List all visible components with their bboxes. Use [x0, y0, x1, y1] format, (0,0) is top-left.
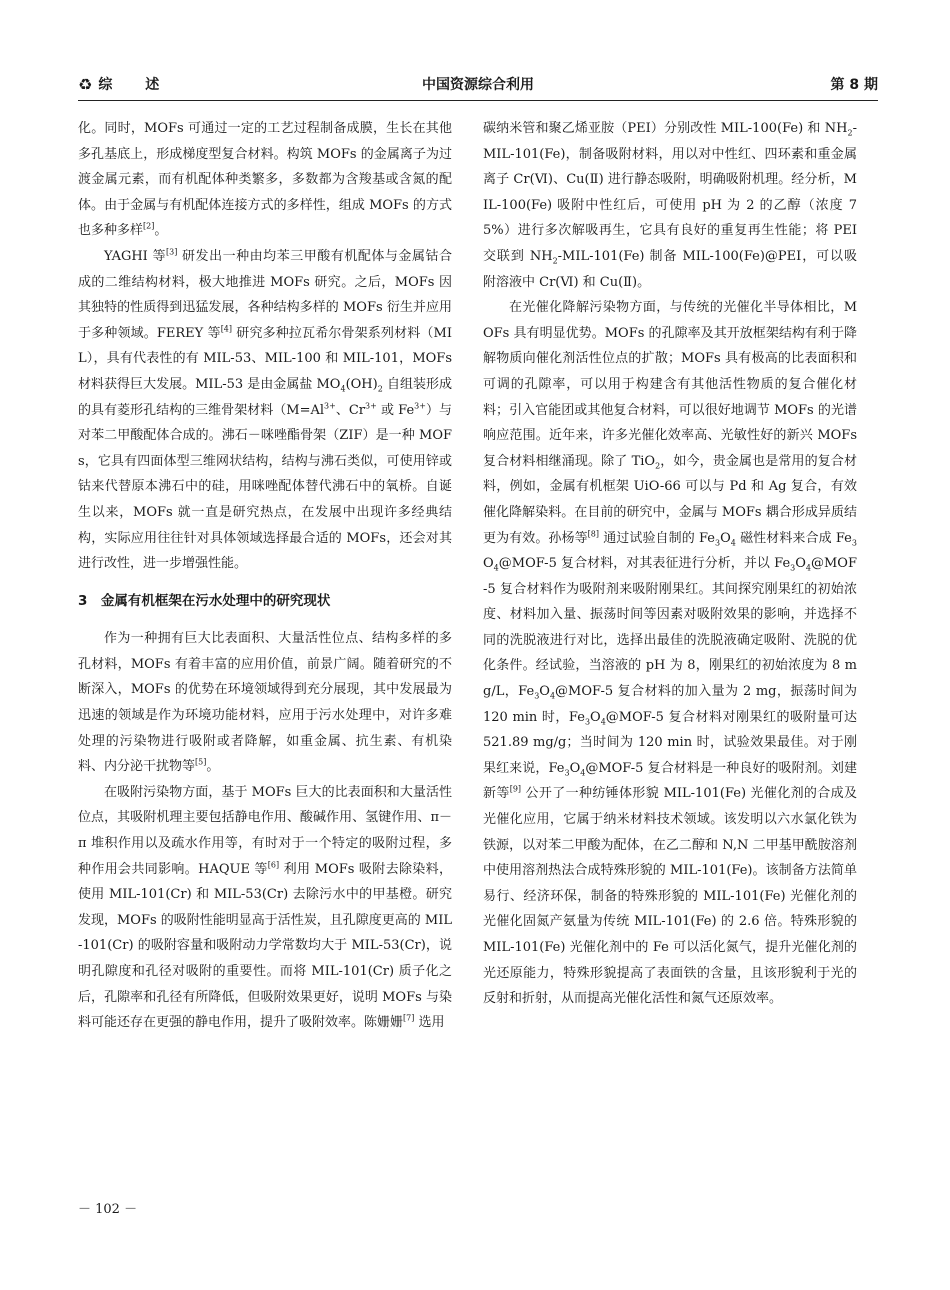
citation: [7] [403, 1013, 415, 1023]
running-header [78, 74, 878, 98]
citation: [9] [509, 785, 522, 795]
header-rule [78, 100, 878, 101]
paragraph: 碳纳米管和聚乙烯亚胺（PEI）分别改性 MIL-100(Fe) 和 $NH_2-MIL-101(Fe)$，制备吸附材料，用以对中性红、四环素和重金属离子 Cr(Ⅵ)、Cu(Ⅱ) 进行静态吸附，明确吸附机理。经分析，MIL-100(Fe) 吸附中性红后，可使用 pH 为 2 的乙醇（浓度 75%）进行多次解吸再生，它具有良好的重复再生性能；将 PEI 交联到 $NH_2-MIL-101(Fe)$ 制备 MIL-100(Fe)@PEI，可以吸附溶液中 Cr(Ⅵ) 和 Cu(Ⅱ)。 [483, 121, 857, 290]
issue-number: 第 8 期 [830, 77, 878, 93]
paragraph: 作为一种拥有巨大比表面积、大量活性位点、结构多样的多孔材料，MOFs 有着丰富的应用价值，前景广阔。随着研究的不断深入，MOFs 的优势在环境领域得到充分展现，其中发展最为迅速的领域是作为环境功能材料，应用于污水处理中，对许多难处理的污染物进行吸附或者降解，如重金属、抗生素、有机染料、内分泌干扰物等[5]。 [78, 631, 452, 775]
citation: [2] [143, 222, 155, 232]
journal-title: 中国资源综合利用 [422, 77, 534, 93]
recycle-icon: ♻ [78, 74, 93, 94]
citation: [6] [267, 860, 280, 870]
paragraph: 在吸附污染物方面，基于 MOFs 巨大的比表面积和大量活性位点，其吸附机理主要包括静电作用、酸碱作用、氢键作用、π－π 堆积作用以及疏水作用等，有时对于一个特定的吸附过程，多种作用会共同影响。HAQUE 等[6] 利用 MOFs 吸附去除染料，使用 MIL-101(Cr) 和 MIL-53(Cr) 去除污水中的甲基橙。研究发现，MOFs 的吸附性能明显高于活性炭，且孔隙度更高的 MIL-101(Cr) 的吸附容量和吸附动力学常数均大于 MIL-53(Cr)，说明孔隙度和孔径对吸附的重要性。而将 MIL-101(Cr) 质子化之后，孔隙率和孔径有所降低，但吸附效果更好，说明 MOFs 与染料可能还存在更强的静电作用，提升了吸附效率。陈姗姗[7] 选用 [78, 784, 453, 1031]
citation: [8] [587, 529, 599, 539]
section-name: 综 述 [98, 77, 174, 93]
citation: [3] [166, 247, 178, 257]
page-number: － 102 － [78, 1202, 138, 1217]
citation: [4] [220, 324, 233, 334]
citation: [5] [195, 757, 207, 767]
right-column [483, 116, 857, 1012]
paragraph: 在光催化降解污染物方面，与传统的光催化半导体相比，MOFs 具有明显优势。MOFs 的孔隙率及其开放框架结构有利于降解物质向催化剂活性位点的扩散；MOFs 具有极高的比表面积和可调的孔隙率，可以用于构建含有其他活性物质的复合催化材料；引入官能团或其他复合材料，可以很好地调节 MOFs 的光谱响应范围。近年来，许多光催化效率高、光敏性好的新兴 MOFs 复合材料相继涌现。除了 TiO$_2$，如今，贵金属也是常用的复合材料，例如，金属有机框架 UiO-66 可以与 Pd 和 Ag 复合，有效催化降解染料。在目前的研究中，金属与 MOFs 耦合形成异质结更为有效。孙杨等[8] 通过试验自制的 $Fe_3O_4$ 磁性材料来合成 $Fe_3O_4@MOF-5$ 复合材料，对其表征进行分析，并以 $Fe_3O_4@MOF-5$ 复合材料作为吸附剂来吸附刚果红。其间探究刚果红的初始浓度、材料加入量、振荡时间等因素对吸附效果的影响，并选择不同的洗脱液进行对比，选择出最佳的洗脱液确定吸附、洗脱的优化条件。经试验，当溶液的 pH 为 8，刚果红的初始浓度为 8 mg/L，$Fe_3O_4@MOF-5$ 复合材料的加入量为 2 mg，振荡时间为 120 min 时，$Fe_3O_4@MOF-5$ 复合材料对刚果红的吸附量可达 521.89 mg/g；当时间为 120 min 时，试验效果最佳。对于刚果红来说，$Fe_3O_4@MOF-5$ 复合材料是一种良好的吸附剂。刘建新等[9] 公开了一种纺锤体形貌 MIL-101(Fe) 光催化剂的合成及光催化应用，它属于纳米材料技术领域。该发明以六水氯化铁为铁源，以对苯二甲酸为配体，在乙二醇和 N,N 二甲基甲酰胺溶剂中使用溶剂热法合成特殊形貌的 MIL-101(Fe)。该制备方法简单易行、经济环保，制备的特殊形貌的 MIL-101(Fe) 光催化剂的光催化固氮产氨量为传统 MIL-101(Fe) 的 2.6 倍。特殊形貌的 MIL-101(Fe) 光催化剂中的 Fe 可以活化氮气，提升光催化剂的光还原能力，特殊形貌提高了表面铁的含量，且该形貌利于光的反射和折射，从而提高光催化活性和氮气还原效率。 [483, 300, 857, 1007]
paragraph: YAGHI 等[3] 研发出一种由均苯三甲酸有机配体与金属钴合成的二维结构材料，极大地推进 MOFs 研究。之后，MOFs 因其独特的性质得到迅猛发展，各种结构多样的 MOFs 衍生并应用于多种领域。FEREY 等[4] 研究多种拉瓦希尔骨架系列材料（MIL），具有代表性的有 MIL-53、MIL-100 和 MIL-101，MOFs 材料获得巨大发展。MIL-53 是由金属盐 $MO_4(OH)_2$ 自组装形成的具有菱形孔结构的三维骨架材料（$M=Al^{3+}$、$Cr^{3+}$ 或 $Fe^{3+}$）与对苯二甲酸配体合成的。沸石－咪唑酯骨架（ZIF）是一种 MOFs，它具有四面体型三维网状结构，结构与沸石类似，可使用锌或钴来代替原本沸石中的硅，用咪唑配体替代沸石中的氧桥。自诞生以来，MOFs 就一直是研究热点，在发展中出现许多经典结构，实际应用往往针对具体领域选择最合适的 MOFs，还会对其进行改性，进一步增强性能。 [78, 247, 453, 572]
left-column [78, 116, 452, 1036]
paragraph: 化。同时，MOFs 可通过一定的工艺过程制备成膜，生长在其他多孔基底上，形成梯度型复合材料。构筑 MOFs 的金属离子为过渡金属元素，而有机配体种类繁多，多数都为含羧基或含氮的配体。由于金属与有机配体连接方式的多样性，组成 MOFs 的方式也多种多样[2]。 [78, 121, 452, 239]
section-heading: 3 金属有机框架在污水处理中的研究现状 [78, 592, 331, 609]
